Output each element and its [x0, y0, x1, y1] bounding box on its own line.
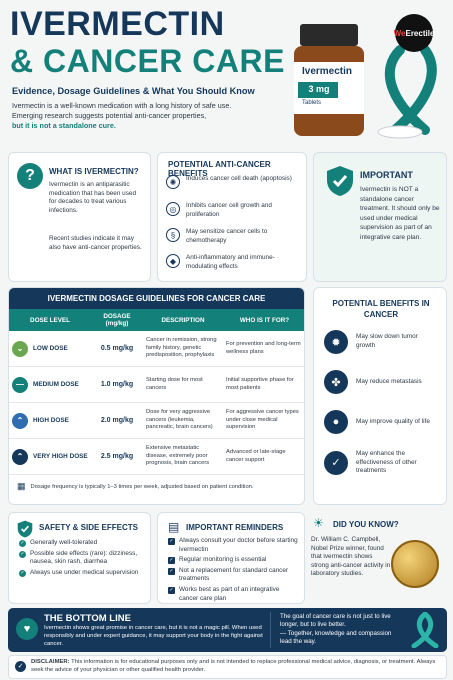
virus-icon: ✹	[324, 330, 348, 354]
disclaimer-label: DISCLAIMER:	[31, 659, 70, 665]
benefit-text: May reduce metastasis	[356, 377, 422, 385]
bottle-name: Ivermectin	[302, 66, 353, 77]
benefit-item	[324, 410, 436, 434]
dose-desc: Starting dose for most cancers	[146, 377, 203, 391]
reminder-item	[168, 537, 300, 554]
safety-title: SAFETY & SIDE EFFECTS	[39, 523, 138, 532]
intro-line-1: Ivermectin is a well-known medication with a long history of safe use.	[12, 101, 232, 110]
benefits-title: POTENTIAL BENEFITS IN CANCER	[332, 299, 430, 319]
benefit-text: May slow down tumor growth	[356, 333, 418, 349]
intro-bold: but it is not a standalone cure.	[12, 121, 116, 130]
dose-value: 0.5 mg/kg	[100, 344, 134, 352]
potential-item-text: Induces cancer cell death (apoptosis)	[186, 175, 292, 182]
title-line-2: & CANCER CARE	[10, 43, 285, 79]
safety-list	[19, 539, 145, 579]
dose-who: For aggressive cancer types under close medical supervision	[226, 409, 299, 431]
minus-icon: —	[12, 377, 28, 393]
shield-check-icon: ✓	[324, 451, 348, 475]
divider	[270, 612, 271, 648]
reminders-title: IMPORTANT REMINDERS	[186, 523, 284, 532]
chevron-down-icon: ⌄	[12, 341, 28, 357]
reminder-item	[168, 586, 300, 603]
network-icon: ✤	[324, 370, 348, 394]
column-header: WHO IS IT FOR?	[239, 316, 290, 324]
dose-desc: Dose for very aggressive cancers (leukemia, pancreatic, brain cancers)	[146, 409, 213, 431]
what-is-card	[8, 152, 151, 282]
potential-item	[166, 254, 298, 271]
checkbox-icon: ✓	[169, 557, 174, 564]
ribbon-icon	[410, 612, 440, 648]
checkbox-icon: ✓	[169, 567, 174, 574]
disclaimer-text: This information is for educational purposes only and is not intended to replace professional medical advice, diagnosis, or treatment. Always seek the advice of your physician or other qualified health provider.	[31, 659, 436, 673]
column-header: DOSE LEVEL	[30, 316, 70, 324]
dose-level: VERY HIGH DOSE	[33, 452, 88, 460]
reminder-item	[168, 567, 300, 584]
person-icon: ●	[324, 410, 348, 434]
potential-item	[166, 202, 298, 219]
quote-text: The goal of cancer care is not just to live longer, but to live better.	[280, 613, 391, 629]
checkbox-icon: ✓	[169, 587, 174, 594]
dna-icon: §	[166, 228, 180, 242]
check-icon: ✓	[20, 569, 25, 576]
dose-who: Initial supportive phase for most patients	[226, 377, 294, 391]
did-you-know	[311, 512, 447, 604]
dose-who: For prevention and long-term wellness plans	[226, 341, 301, 355]
table-footnote	[9, 475, 304, 498]
table-header	[9, 309, 304, 331]
bottom-text: Ivermectin shows great promise in cancer care, but it is not a magic pill. When used responsibly and under expert guidance, it may support your body in the fight against cancer.	[44, 625, 263, 647]
title-line-1: IVERMECTIN	[10, 5, 225, 43]
what-is-title: WHAT IS IVERMECTIN?	[49, 167, 139, 176]
safety-card	[8, 512, 151, 604]
quote-by: — Together, knowledge and compassion lead the way.	[280, 629, 392, 646]
heart-icon: ♥	[16, 618, 38, 640]
lightbulb-icon: ☀	[313, 516, 324, 530]
safety-item	[19, 550, 145, 567]
know-text: Dr. William C. Campbell, Nobel Prize winner, found that ivermectin shows strong anti-cancer activity in laboratory studies.	[311, 536, 391, 578]
clipboard-icon: ▤	[168, 520, 180, 534]
dose-level: HIGH DOSE	[33, 416, 69, 424]
potential-item-text: May sensitize cancer cells to chemotherapy	[186, 228, 268, 244]
safety-item-text: Always use under medical supervision	[30, 568, 139, 576]
important-title: IMPORTANT	[360, 170, 413, 180]
double-chevron-up-icon: ⌃	[12, 449, 28, 465]
shield-icon: ◆	[166, 254, 180, 268]
intro-line-2: Emerging research suggests potential anti-cancer properties,	[12, 111, 207, 120]
reminder-item	[168, 556, 300, 565]
disclaimer	[8, 655, 447, 679]
bottom-line-banner	[8, 608, 447, 652]
what-is-p2: Recent studies indicate it may also have anti-cancer properties.	[49, 235, 142, 251]
dose-value: 1.0 mg/kg	[100, 380, 134, 388]
chevron-up-icon: ⌃	[12, 413, 28, 429]
ribbon-icon	[390, 50, 432, 130]
reminder-item-text: Regular monitoring is essential	[179, 556, 267, 564]
potential-title: POTENTIAL ANTI-CANCER BENEFITS	[168, 160, 271, 178]
dose-value: 2.5 mg/kg	[100, 452, 134, 460]
dose-level: LOW DOSE	[33, 344, 68, 352]
benefit-item	[324, 330, 436, 354]
shield-check-icon: ✓	[15, 661, 26, 672]
calendar-icon: ▦	[17, 481, 26, 491]
potential-card	[157, 152, 307, 282]
bottom-title: THE BOTTOM LINE	[44, 613, 131, 624]
logo-text-a: We	[393, 28, 406, 38]
dosage-title: IVERMECTIN DOSAGE GUIDELINES FOR CANCER CARE	[9, 288, 304, 309]
safety-item-text: Possible side effects (rare): dizziness, nausea, skin rash, diarrhea	[30, 549, 138, 566]
know-title: DID YOU KNOW?	[333, 520, 399, 529]
bottle-dose: 3 mg	[308, 84, 330, 94]
subtitle: Evidence, Dosage Guidelines & What You Should Know	[12, 86, 255, 96]
potential-item	[166, 228, 298, 245]
safety-item-text: Generally well-tolerated	[30, 539, 98, 546]
dosage-table	[8, 287, 305, 505]
potential-item	[166, 175, 298, 189]
bottle-cap	[300, 24, 358, 46]
benefits-card	[313, 287, 447, 505]
dose-level: MEDIUM DOSE	[33, 380, 79, 388]
bottom-quote	[280, 613, 404, 647]
table-row	[9, 367, 304, 403]
reminders-list	[168, 537, 300, 605]
what-is-p1: Ivermectin is an antiparasitic medication that has been used for decades to treat various infections.	[49, 181, 137, 214]
dose-who: Advanced or late-stage cancer support	[226, 449, 286, 463]
benefit-text: May enhance the effectiveness of other treatments	[356, 450, 417, 475]
cell-icon: ✺	[166, 175, 180, 189]
reminder-item-text: Works best as part of an integrative cancer care plan	[179, 585, 280, 602]
important-card	[313, 152, 447, 282]
safety-item	[19, 569, 145, 578]
column-header: DOSAGE (mg/kg)	[103, 313, 131, 327]
table-row	[9, 403, 304, 439]
column-header: DESCRIPTION	[161, 316, 205, 324]
table-row	[9, 331, 304, 367]
intro	[12, 101, 302, 131]
shield-check-icon	[17, 520, 33, 538]
bottle-form: Tablets	[302, 100, 322, 106]
question-icon: ?	[17, 163, 43, 189]
potential-item-text: Anti-inflammatory and immune-modulating effects	[186, 254, 275, 270]
dose-desc: Cancer in remission, strong family history, genetic predisposition, prophylaxis	[146, 337, 217, 359]
benefit-text: May improve quality of life	[356, 417, 430, 425]
check-icon: ✓	[20, 550, 25, 557]
target-icon: ◎	[166, 202, 180, 216]
nobel-medal-icon	[391, 540, 439, 588]
important-text: Ivermectin is NOT a standalone cancer treatment. It should only be used under medical supervision as part of an integrative care plan.	[360, 186, 440, 241]
brand-logo[interactable]	[395, 14, 433, 52]
shield-check-icon	[326, 165, 354, 197]
reminder-item-text: Not a replacement for standard cancer treatments	[179, 566, 289, 583]
check-icon: ✓	[20, 540, 25, 547]
safety-item	[19, 539, 145, 548]
footnote-text: Dosage frequency is typically 1–3 times per week, adjusted based on patient condition.	[30, 483, 254, 490]
reminders-card	[157, 512, 305, 604]
logo-text-b: Erectile	[405, 28, 435, 38]
potential-item-text: Inhibits cancer cell growth and proliferation	[186, 202, 272, 218]
checkbox-icon: ✓	[169, 538, 174, 545]
benefit-item	[324, 370, 436, 394]
dose-value: 2.0 mg/kg	[100, 416, 134, 424]
dose-desc: Extensive metastatic disease, extremely poor prognosis, brain cancers	[146, 445, 210, 467]
reminder-item-text: Always consult your doctor before starting ivermectin	[179, 537, 298, 553]
table-row	[9, 439, 304, 475]
benefit-item	[324, 450, 436, 476]
